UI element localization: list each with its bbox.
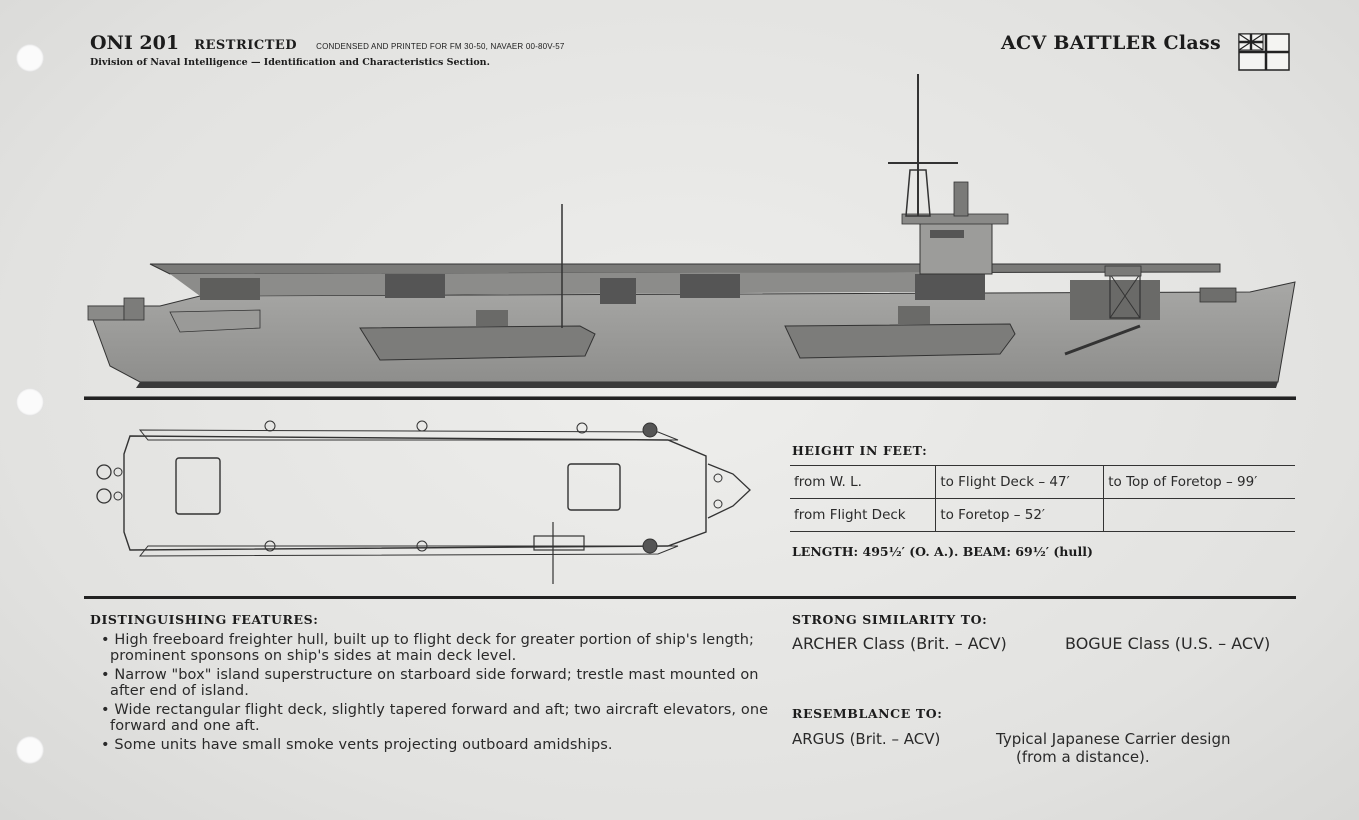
list-item: • Wide rectangular flight deck, slightly tapered forward and aft; two aircraft elevators, one forward and one aft.: [101, 702, 769, 734]
british-white-ensign-icon: [1238, 33, 1290, 71]
table-cell: from W. L.: [790, 466, 936, 499]
similarity-heading: STRONG SIMILARITY TO:: [792, 612, 988, 627]
resemblance-heading: RESEMBLANCE TO:: [792, 706, 943, 721]
class-title: ACV BATTLER Class: [1001, 32, 1221, 54]
document-header: [90, 34, 565, 68]
height-table: [790, 465, 1295, 532]
table-cell: to Top of Foretop – 99′: [1104, 466, 1295, 499]
section-divider: [84, 397, 1296, 400]
punch-hole: [16, 736, 44, 764]
resemblance-item: ARGUS (Brit. – ACV): [792, 730, 941, 748]
resemblance-note: (from a distance).: [1016, 748, 1150, 766]
list-item: • Some units have small smoke vents projecting outboard amidships.: [101, 737, 613, 753]
table-cell: to Flight Deck – 47′: [936, 466, 1104, 499]
similarity-item: BOGUE Class (U.S. – ACV): [1065, 634, 1271, 653]
height-in-feet-heading: HEIGHT IN FEET:: [792, 443, 928, 458]
length-beam: LENGTH: 495½′ (O. A.). BEAM: 69½′ (hull): [792, 544, 1093, 559]
list-item: • Narrow "box" island superstructure on starboard side forward; trestle mast mounted on after end of island.: [101, 667, 759, 699]
list-item: • High freeboard freighter hull, built up to flight deck for greater portion of ship's length; prominent sponsons on ship's sides at main deck level.: [101, 632, 754, 664]
section-divider: [84, 596, 1296, 599]
doc-code: ONI 201: [90, 32, 180, 54]
resemblance-item: Typical Japanese Carrier design: [996, 730, 1231, 748]
distribution-note: CONDENSED AND PRINTED FOR FM 30-50, NAVAER 00-80V-57: [316, 42, 565, 51]
features-heading: DISTINGUISHING FEATURES:: [90, 612, 319, 627]
table-row: [790, 466, 1295, 499]
classification-label: RESTRICTED: [194, 38, 298, 53]
flight-deck-plan-view-icon: [88, 412, 768, 592]
punch-hole: [16, 44, 44, 72]
punch-hole: [16, 388, 44, 416]
table-cell: to Foretop – 52′: [936, 499, 1104, 532]
similarity-item: ARCHER Class (Brit. – ACV): [792, 634, 1007, 653]
table-cell: [1104, 499, 1295, 532]
table-row: [790, 499, 1295, 532]
table-cell: from Flight Deck: [790, 499, 936, 532]
division-line: Division of Naval Intelligence — Identification and Characteristics Section.: [90, 57, 490, 68]
features-list: [90, 632, 770, 756]
ship-profile-side-view-icon: [80, 70, 1310, 400]
